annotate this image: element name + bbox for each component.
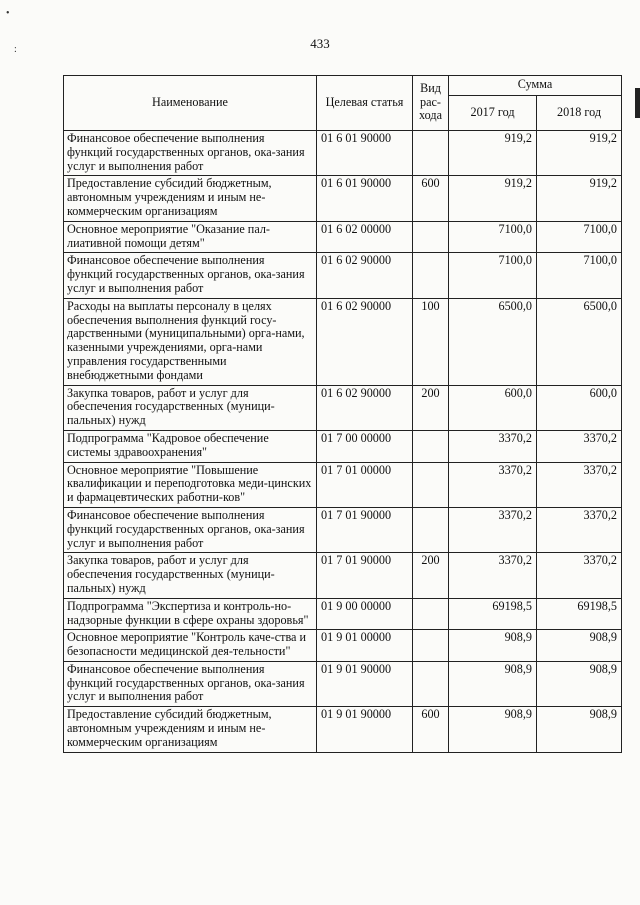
row-target-code-cell: 01 6 02 90000 (317, 298, 413, 385)
row-target-code-cell: 01 9 01 90000 (317, 707, 413, 752)
row-2018-cell: 919,2 (537, 131, 622, 176)
header-target-article: Целевая статья (317, 76, 413, 131)
row-expense-type-cell: 200 (413, 553, 449, 598)
header-sum: Сумма (449, 76, 622, 96)
row-2018-cell: 7100,0 (537, 253, 622, 298)
row-target-code-cell: 01 6 02 90000 (317, 253, 413, 298)
table-row (64, 598, 622, 630)
row-expense-type-cell (413, 661, 449, 706)
budget-table (63, 75, 622, 753)
header-expense-type: Вид рас-хода (413, 76, 449, 131)
row-expense-type-cell (413, 598, 449, 630)
row-target-code-cell: 01 9 00 00000 (317, 598, 413, 630)
row-2018-cell: 600,0 (537, 385, 622, 430)
row-target-code-cell: 01 7 01 90000 (317, 507, 413, 552)
row-expense-type-cell (413, 630, 449, 662)
row-2018-cell: 908,9 (537, 661, 622, 706)
scan-edge-artifact (635, 88, 640, 118)
row-2017-cell: 69198,5 (449, 598, 537, 630)
row-2017-cell: 908,9 (449, 707, 537, 752)
row-2018-cell: 69198,5 (537, 598, 622, 630)
row-target-code-cell: 01 9 01 00000 (317, 630, 413, 662)
row-2017-cell: 600,0 (449, 385, 537, 430)
row-name-cell: Финансовое обеспечение выполнения функций государственных органов, ока-зания услуг и выполнения работ (64, 661, 317, 706)
row-2018-cell: 919,2 (537, 176, 622, 221)
row-target-code-cell: 01 6 02 00000 (317, 221, 413, 253)
row-expense-type-cell (413, 131, 449, 176)
table-row (64, 221, 622, 253)
row-2017-cell: 3370,2 (449, 430, 537, 462)
row-name-cell: Основное мероприятие "Повышение квалификации и переподготовка меди-цинских и фармацевтических работни-ков" (64, 462, 317, 507)
row-name-cell: Закупка товаров, работ и услуг для обеспечения государственных (муници-пальных) нужд (64, 385, 317, 430)
row-name-cell: Основное мероприятие "Контроль каче-ства и безопасности медицинской дея-тельности" (64, 630, 317, 662)
table-row (64, 630, 622, 662)
row-target-code-cell: 01 6 02 90000 (317, 385, 413, 430)
row-2017-cell: 919,2 (449, 176, 537, 221)
row-name-cell: Предоставление субсидий бюджетным, автономным учреждениям и иным не-коммерческим организациям (64, 176, 317, 221)
row-target-code-cell: 01 7 01 90000 (317, 553, 413, 598)
row-target-code-cell: 01 7 00 00000 (317, 430, 413, 462)
header-2018: 2018 год (537, 96, 622, 131)
row-expense-type-cell: 600 (413, 176, 449, 221)
table-row (64, 298, 622, 385)
row-2018-cell: 3370,2 (537, 553, 622, 598)
row-2017-cell: 6500,0 (449, 298, 537, 385)
table-row (64, 707, 622, 752)
row-name-cell: Финансовое обеспечение выполнения функций государственных органов, ока-зания услуг и выполнения работ (64, 507, 317, 552)
row-2017-cell: 3370,2 (449, 553, 537, 598)
table-row (64, 507, 622, 552)
table-row (64, 253, 622, 298)
row-expense-type-cell: 100 (413, 298, 449, 385)
table-row (64, 430, 622, 462)
row-2018-cell: 3370,2 (537, 507, 622, 552)
row-name-cell: Финансовое обеспечение выполнения функций государственных органов, ока-зания услуг и выполнения работ (64, 253, 317, 298)
scan-speck: • (6, 8, 10, 19)
header-2017: 2017 год (449, 96, 537, 131)
row-name-cell: Расходы на выплаты персоналу в целях обеспечения выполнения функций госу-дарственными (муниципальными) орга-нами, казенными учреждениями, орга-нами управления государственными внебюджетными фондами (64, 298, 317, 385)
row-expense-type-cell (413, 462, 449, 507)
row-2017-cell: 7100,0 (449, 253, 537, 298)
table-row (64, 661, 622, 706)
row-target-code-cell: 01 6 01 90000 (317, 176, 413, 221)
row-2018-cell: 3370,2 (537, 462, 622, 507)
row-name-cell: Закупка товаров, работ и услуг для обеспечения государственных (муници-пальных) нужд (64, 553, 317, 598)
row-expense-type-cell (413, 430, 449, 462)
row-2017-cell: 7100,0 (449, 221, 537, 253)
row-target-code-cell: 01 7 01 00000 (317, 462, 413, 507)
row-2017-cell: 908,9 (449, 630, 537, 662)
scan-speck: : (14, 44, 17, 55)
row-2018-cell: 3370,2 (537, 430, 622, 462)
row-target-code-cell: 01 9 01 90000 (317, 661, 413, 706)
row-expense-type-cell (413, 507, 449, 552)
row-name-cell: Предоставление субсидий бюджетным, автономным учреждениям и иным не-коммерческим организациям (64, 707, 317, 752)
row-name-cell: Подпрограмма "Кадровое обеспечение системы здравоохранения" (64, 430, 317, 462)
row-name-cell: Подпрограмма "Экспертиза и контроль-но-надзорные функции в сфере охраны здоровья" (64, 598, 317, 630)
table-row (64, 553, 622, 598)
row-expense-type-cell: 200 (413, 385, 449, 430)
row-2018-cell: 6500,0 (537, 298, 622, 385)
row-target-code-cell: 01 6 01 90000 (317, 131, 413, 176)
header-name: Наименование (64, 76, 317, 131)
row-expense-type-cell (413, 253, 449, 298)
page-number: 433 (310, 36, 330, 51)
row-2017-cell: 919,2 (449, 131, 537, 176)
table-row (64, 462, 622, 507)
row-2017-cell: 3370,2 (449, 462, 537, 507)
row-2018-cell: 7100,0 (537, 221, 622, 253)
table-row (64, 385, 622, 430)
table-row (64, 131, 622, 176)
row-2018-cell: 908,9 (537, 630, 622, 662)
row-2017-cell: 3370,2 (449, 507, 537, 552)
row-name-cell: Финансовое обеспечение выполнения функций государственных органов, ока-зания услуг и выполнения работ (64, 131, 317, 176)
row-expense-type-cell: 600 (413, 707, 449, 752)
row-2017-cell: 908,9 (449, 661, 537, 706)
row-name-cell: Основное мероприятие "Оказание пал-лиативной помощи детям" (64, 221, 317, 253)
row-expense-type-cell (413, 221, 449, 253)
row-2018-cell: 908,9 (537, 707, 622, 752)
table-row (64, 176, 622, 221)
